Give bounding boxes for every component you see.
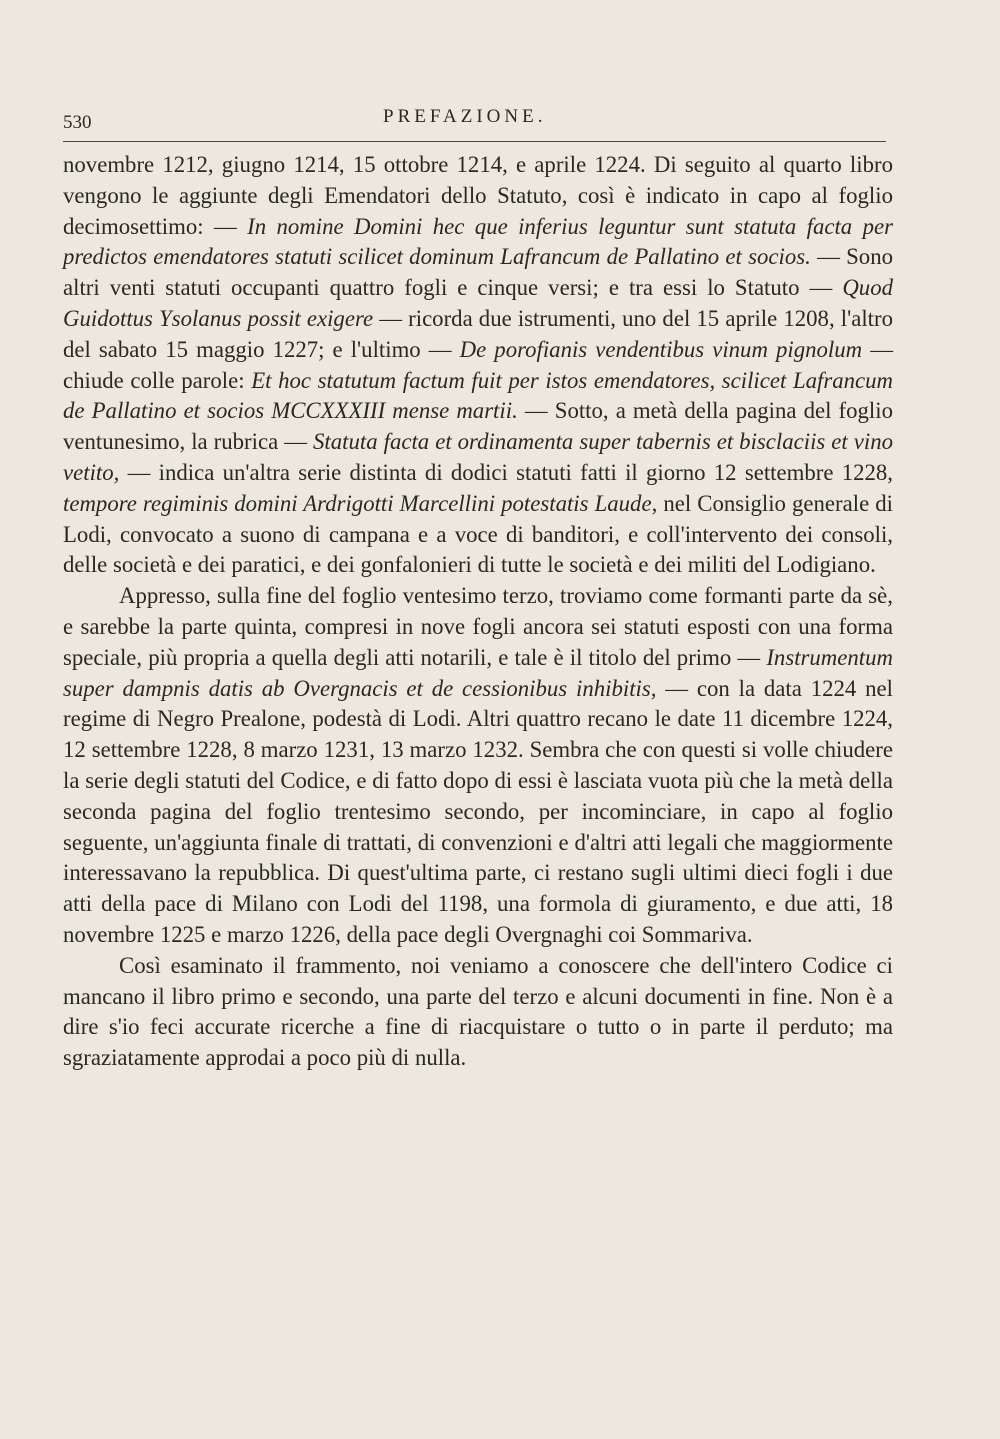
text-run: — ricorda due istrumenti, uno del 15 aprile 1208, l'altro del sabato 15 maggio 1227; e l'ultimo — <box>63 305 893 362</box>
italic-run: Statuta facta et ordinamenta super tabernis et bisclaciis et vino vetito, <box>63 429 893 485</box>
text-run: Così esaminato il frammento, noi veniamo a conoscere che dell'intero Codice ci mancano il libro primo e secondo, una parte del terzo e alcuni documenti in fine. Non è a dire s'io feci accurate ricerche a fine di riacquistare o tutto o in parte il perduto; ma sgraziatamente approdai a poco più di nulla. <box>63 952 893 1071</box>
text-run: novembre 1212, giugno 1214, 15 ottobre 1214, e aprile 1224. Di seguito al quarto libro vengono le aggiunte degli Emendatori dello Statuto, così è indicato in capo al foglio decimosettimo: — <box>63 152 893 239</box>
body-text <box>63 150 893 1074</box>
text-run: — Sono altri venti statuti occupanti quattro fogli e cinque versi; e tra essi lo Statuto — <box>63 244 893 301</box>
italic-run: Instrumentum super dampnis datis ab Overgnacis et de cessionibus inhibitis, <box>63 644 893 701</box>
header-rule <box>63 141 886 142</box>
italic-run: In nomine Domini hec que inferius leguntur sunt statuta facta per predictos emendatores statuti scilicet dominum Lafrancum de Pallatino et socios. <box>63 213 893 270</box>
italic-run: Quod Guidottus Ysolanus possit exigere <box>63 275 893 331</box>
italic-run: Et hoc statutum factum fuit per istos emendatores, scilicet Lafrancum de Pallatino et socios MCCXXXIII mense martii. <box>63 367 893 424</box>
text-run: — chiude colle parole: <box>63 336 893 393</box>
italic-run: De porofianis vendentibus vinum pignolum <box>459 336 863 362</box>
running-head <box>63 102 886 136</box>
page-number: 530 <box>63 112 92 133</box>
text-run: nel Consiglio generale di Lodi, convocato a suono di campana e a voce di banditori, e coll'intervento dei consoli, delle società e dei paratici, e dei gonfalonieri di tutte le società e dei militi del Lodigiano. <box>63 490 894 578</box>
paragraph <box>63 150 893 581</box>
text-run: — con la data 1224 nel regime di Negro Prealone, podestà di Lodi. Altri quattro recano le date 11 dicembre 1224, 12 settembre 1228, 8 marzo 1231, 13 marzo 1232. Sembra che con questi si volle chiudere la serie degli statuti del Codice, e di fatto dopo di essi è lasciata vuota più che la metà della seconda pagina del foglio trentesimo secondo, per incominciare, in capo al foglio seguente, un'aggiunta finale di trattati, di convenzioni e d'altri atti legali che maggiormente interessavano la repubblica. Di quest'ultima parte, ci restano sugli ultimi dieci fogli i due atti della pace di Milano con Lodi del 1198, una formola di giuramento, e due atti, 18 novembre 1225 e marzo 1226, della pace degli Overgnaghi coi Sommariva. <box>63 675 893 947</box>
paragraph <box>63 951 893 1074</box>
paragraph <box>63 581 893 951</box>
text-run: — indica un'altra serie distinta di dodici statuti fatti il giorno 12 settembre 1228, <box>119 459 893 485</box>
italic-run: tempore regiminis domini Ardrigotti Marcellini potestatis Laude, <box>63 490 658 516</box>
running-title: PREFAZIONE. <box>383 106 547 127</box>
text-run: — Sotto, a metà della pagina del foglio ventunesimo, la rubrica — <box>63 398 893 455</box>
text-run: Appresso, sulla fine del foglio ventesimo terzo, troviamo come formanti parte da sè, e sarebbe la parte quinta, compresi in nove fogli ancora sei statuti esposti con una forma speciale, più propria a quella degli atti notarili, e tale è il titolo del primo — <box>63 583 893 670</box>
